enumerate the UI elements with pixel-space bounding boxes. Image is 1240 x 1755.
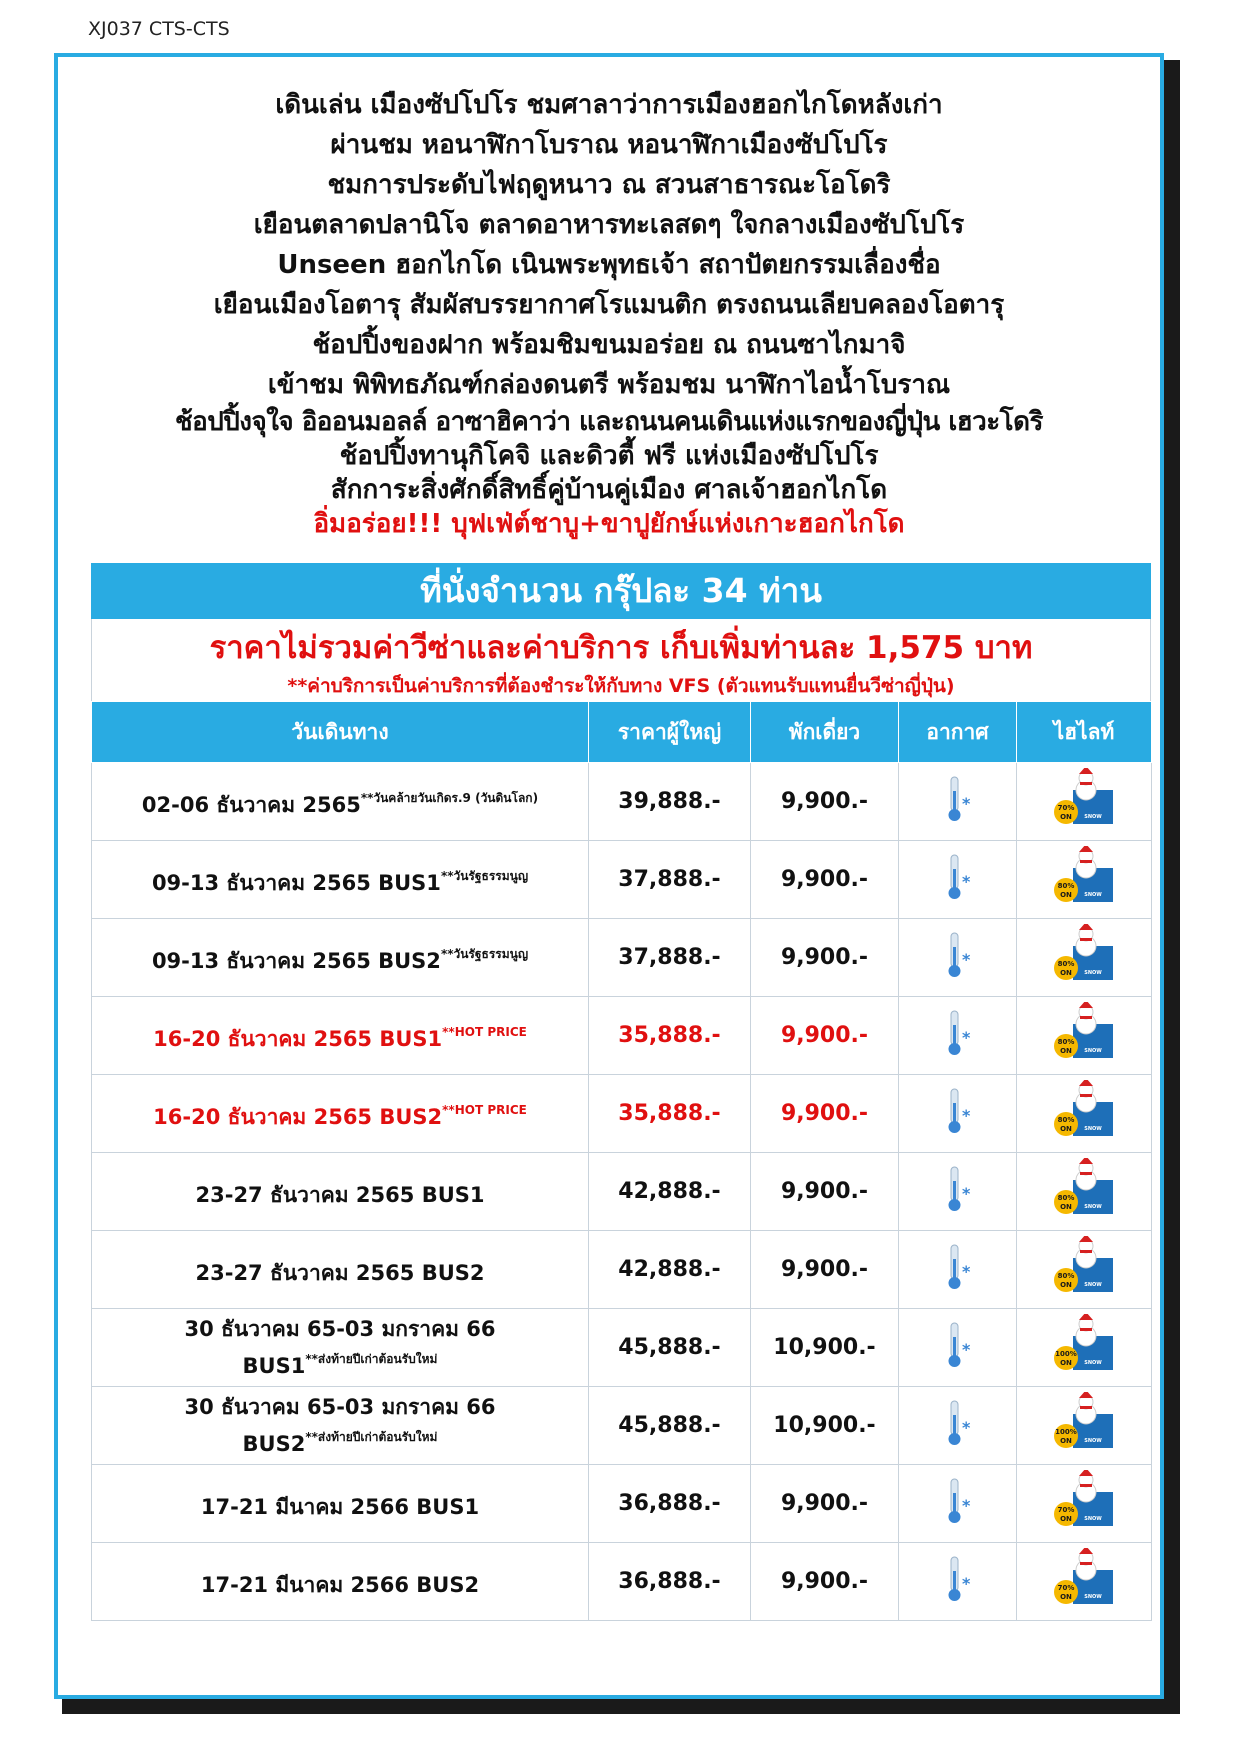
cell-date — [92, 1231, 589, 1309]
badge-snow: SNOW — [1084, 1281, 1102, 1288]
cell-date — [92, 841, 589, 919]
snow-badge-icon — [1053, 846, 1115, 908]
thermometer-cold-icon — [941, 775, 975, 823]
cell-highlight — [1017, 919, 1152, 997]
cell-adult-price: 37,888.- — [589, 841, 751, 919]
cell-highlight — [1017, 1153, 1152, 1231]
document-code: XJ037 CTS-CTS — [88, 18, 230, 40]
cell-single-supplement: 9,900.- — [751, 997, 899, 1075]
highlight-line: สักการะสิ่งศักดิ์สิทธิ์คู่บ้านคู่เมือง ศาลเจ้าฮอกไกโด — [330, 475, 888, 505]
date-text: 23-27 ธันวาคม 2565 BUS2 — [195, 1261, 485, 1285]
snow-percent: 70% — [1057, 803, 1075, 812]
snow-badge-icon — [1053, 1314, 1115, 1376]
date-note: **วันรัฐธรรมนูญ — [440, 869, 529, 883]
snow-badge-icon — [1053, 1158, 1115, 1220]
col-header-date: วันเดินทาง — [92, 702, 589, 763]
svg-text:*: * — [961, 1573, 970, 1593]
highlight-line: ชมการประดับไฟฤดูหนาว ณ สวนสาธารณะโอโดริ — [327, 170, 891, 200]
cell-weather — [899, 919, 1017, 997]
date-note: **วันคล้ายวันเกิดร.9 (วันดินโลก) — [360, 791, 539, 805]
brochure-frame — [54, 53, 1164, 1699]
cell-adult-price: 36,888.- — [589, 1543, 751, 1621]
cell-single-supplement: 10,900.- — [751, 1309, 899, 1387]
snow-percent: 70% — [1057, 1505, 1075, 1514]
svg-text:*: * — [961, 949, 970, 969]
cell-single-supplement: 9,900.- — [751, 1231, 899, 1309]
highlight-line: เยือนเมืองโอตารุ สัมผัสบรรยากาศโรแมนติก ตรงถนนเลียบคลองโอตารุ — [213, 290, 1005, 320]
badge-snow: SNOW — [1084, 1515, 1102, 1522]
badge-snow: SNOW — [1084, 813, 1102, 820]
date-note: **วันรัฐธรรมนูญ — [440, 947, 529, 961]
visa-notice — [91, 619, 1151, 701]
col-header-single: พักเดี่ยว — [751, 702, 899, 763]
snow-percent: 80% — [1057, 881, 1075, 890]
cell-single-supplement: 9,900.- — [751, 1543, 899, 1621]
date-note: **HOT PRICE — [442, 1103, 527, 1117]
date-text: 02-06 ธันวาคม 2565 — [141, 793, 361, 817]
visa-subnote: **ค่าบริการเป็นค่าบริการที่ต้องชำระให้กับทาง VFS (ตัวแทนรับแทนยื่นวีซ่าญี่ปุ่น) — [287, 675, 955, 697]
badge-on: ON — [1060, 890, 1072, 899]
thermometer-cold-icon — [941, 1399, 975, 1447]
thermometer-cold-icon — [941, 1009, 975, 1057]
thermometer-cold-icon — [941, 1555, 975, 1603]
col-header-weather: อากาศ — [899, 702, 1017, 763]
badge-snow: SNOW — [1084, 1437, 1102, 1444]
cell-single-supplement: 9,900.- — [751, 1153, 899, 1231]
badge-on: ON — [1060, 1514, 1072, 1523]
svg-text:*: * — [961, 1495, 970, 1515]
cell-adult-price: 42,888.- — [589, 1153, 751, 1231]
svg-text:*: * — [961, 1105, 970, 1125]
cell-single-supplement: 10,900.- — [751, 1387, 899, 1465]
cell-single-supplement: 9,900.- — [751, 919, 899, 997]
snow-percent: 80% — [1057, 1037, 1075, 1046]
cell-weather — [899, 1075, 1017, 1153]
table-row — [92, 1309, 1152, 1387]
badge-snow: SNOW — [1084, 1359, 1102, 1366]
date-text: 17-21 มีนาคม 2566 BUS1 — [200, 1495, 480, 1519]
highlight-line: ผ่านชม หอนาฬิกาโบราณ หอนาฬิกาเมืองซัปโปโร — [330, 130, 888, 160]
cell-adult-price: 45,888.- — [589, 1309, 751, 1387]
cell-highlight — [1017, 1231, 1152, 1309]
thermometer-cold-icon — [941, 1165, 975, 1213]
col-header-highlight: ไฮไลท์ — [1017, 702, 1152, 763]
highlight-line: Unseen ฮอกไกโด เนินพระพุทธเจ้า สถาปัตยกรรมเลื่องชื่อ — [277, 250, 941, 280]
svg-text:*: * — [961, 1261, 970, 1281]
badge-snow: SNOW — [1084, 1203, 1102, 1210]
badge-on: ON — [1060, 1046, 1072, 1055]
snow-percent: 70% — [1057, 1583, 1075, 1592]
date-text: 30 ธันวาคม 65-03 มกราคม 66 — [184, 1395, 496, 1419]
cell-single-supplement: 9,900.- — [751, 763, 899, 841]
snow-badge-icon — [1053, 1080, 1115, 1142]
table-row — [92, 1153, 1152, 1231]
svg-text:*: * — [961, 793, 970, 813]
cell-date — [92, 763, 589, 841]
date-note: **ส่งท้ายปีเก่าต้อนรับใหม่ — [305, 1352, 438, 1366]
cell-date — [92, 1075, 589, 1153]
table-row — [92, 763, 1152, 841]
snow-badge-icon — [1053, 1236, 1115, 1298]
visa-notice-text: ราคาไม่รวมค่าวีซ่าและค่าบริการ เก็บเพิ่มท่านละ 1,575 บาท — [209, 630, 1033, 666]
cell-weather — [899, 1543, 1017, 1621]
table-row — [92, 919, 1152, 997]
thermometer-cold-icon — [941, 1321, 975, 1369]
badge-snow: SNOW — [1084, 1125, 1102, 1132]
date-text: 09-13 ธันวาคม 2565 BUS2 — [151, 949, 441, 973]
thermometer-cold-icon — [941, 1087, 975, 1135]
badge-on: ON — [1060, 1358, 1072, 1367]
snow-percent: 100% — [1055, 1349, 1077, 1358]
cell-single-supplement: 9,900.- — [751, 1075, 899, 1153]
cell-single-supplement: 9,900.- — [751, 1465, 899, 1543]
badge-on: ON — [1060, 1202, 1072, 1211]
cell-adult-price: 37,888.- — [589, 919, 751, 997]
cell-highlight — [1017, 1387, 1152, 1465]
cell-adult-price: 35,888.- — [589, 1075, 751, 1153]
snow-percent: 100% — [1055, 1427, 1077, 1436]
badge-on: ON — [1060, 1436, 1072, 1445]
date-note: **HOT PRICE — [442, 1025, 527, 1039]
badge-on: ON — [1060, 968, 1072, 977]
snow-badge-icon — [1053, 1002, 1115, 1064]
cell-date — [92, 1309, 589, 1387]
badge-on: ON — [1060, 1592, 1072, 1601]
cell-adult-price: 42,888.- — [589, 1231, 751, 1309]
svg-text:*: * — [961, 1027, 970, 1047]
badge-on: ON — [1060, 1280, 1072, 1289]
thermometer-cold-icon — [941, 1243, 975, 1291]
date-text: 16-20 ธันวาคม 2565 BUS2 — [153, 1105, 443, 1129]
thermometer-cold-icon — [941, 931, 975, 979]
table-body — [92, 763, 1152, 1621]
cell-weather — [899, 997, 1017, 1075]
cell-highlight — [1017, 841, 1152, 919]
col-header-adult-price: ราคาผู้ใหญ่ — [589, 702, 751, 763]
svg-text:*: * — [961, 1417, 970, 1437]
badge-on: ON — [1060, 1124, 1072, 1133]
cell-weather — [899, 1465, 1017, 1543]
badge-snow: SNOW — [1084, 1047, 1102, 1054]
cell-adult-price: 35,888.- — [589, 997, 751, 1075]
snow-percent: 80% — [1057, 1193, 1075, 1202]
table-row — [92, 1543, 1152, 1621]
highlight-line: ช้อปปิ้งจุใจ อิออนมอลล์ อาซาฮิคาว่า และถนนคนเดินแห่งแรกของญี่ปุ่น เฮวะโดริ — [175, 407, 1043, 437]
cell-highlight — [1017, 763, 1152, 841]
snow-percent: 80% — [1057, 1271, 1075, 1280]
tour-highlights — [58, 85, 1160, 541]
cell-highlight — [1017, 997, 1152, 1075]
cell-weather — [899, 1309, 1017, 1387]
cell-date — [92, 919, 589, 997]
snow-badge-icon — [1053, 1392, 1115, 1454]
cell-highlight — [1017, 1075, 1152, 1153]
cell-single-supplement: 9,900.- — [751, 841, 899, 919]
cell-highlight — [1017, 1309, 1152, 1387]
cell-date — [92, 1153, 589, 1231]
cell-adult-price: 36,888.- — [589, 1465, 751, 1543]
badge-snow: SNOW — [1084, 969, 1102, 976]
cell-weather — [899, 1387, 1017, 1465]
svg-text:*: * — [961, 1339, 970, 1359]
cell-date — [92, 1543, 589, 1621]
badge-snow: SNOW — [1084, 1593, 1102, 1600]
cell-weather — [899, 841, 1017, 919]
cell-weather — [899, 1231, 1017, 1309]
cell-date — [92, 997, 589, 1075]
highlight-line: เข้าชม พิพิทธภัณฑ์กล่องดนตรี พร้อมชม นาฬิกาไอน้ำโบราณ — [267, 370, 951, 400]
table-row — [92, 1465, 1152, 1543]
highlight-line: เดินเล่น เมืองซัปโปโร ชมศาลาว่าการเมืองฮอกไกโดหลังเก่า — [275, 90, 943, 120]
date-text: 09-13 ธันวาคม 2565 BUS1 — [151, 871, 441, 895]
table-header-row — [92, 702, 1152, 763]
cell-date — [92, 1387, 589, 1465]
date-text: 17-21 มีนาคม 2566 BUS2 — [200, 1573, 480, 1597]
snow-badge-icon — [1053, 1548, 1115, 1610]
thermometer-cold-icon — [941, 853, 975, 901]
highlight-line: ช้อปปิ้งของฝาก พร้อมชิมขนมอร่อย ณ ถนนซาไกมาจิ — [312, 330, 906, 360]
date-text-bus: BUS2 — [242, 1432, 306, 1456]
table-row — [92, 1075, 1152, 1153]
highlight-line: ช้อปปิ้งทานุกิโคจิ และดิวตี้ ฟรี แห่งเมืองซัปโปโร — [339, 441, 879, 471]
thermometer-cold-icon — [941, 1477, 975, 1525]
date-text: 16-20 ธันวาคม 2565 BUS1 — [153, 1027, 443, 1051]
snow-percent: 80% — [1057, 1115, 1075, 1124]
cell-highlight — [1017, 1543, 1152, 1621]
table-row — [92, 1387, 1152, 1465]
snow-badge-icon — [1053, 768, 1115, 830]
date-note: **ส่งท้ายปีเก่าต้อนรับใหม่ — [305, 1430, 438, 1444]
table-row — [92, 997, 1152, 1075]
badge-on: ON — [1060, 812, 1072, 821]
snow-badge-icon — [1053, 1470, 1115, 1532]
badge-snow: SNOW — [1084, 891, 1102, 898]
svg-text:*: * — [961, 1183, 970, 1203]
highlight-buffet: อิ่มอร่อย!!! บุฟเฟ่ต์ชาบู+ขาปูยักษ์แห่งเกาะฮอกไกโด — [313, 509, 905, 539]
svg-text:*: * — [961, 871, 970, 891]
table-row — [92, 841, 1152, 919]
cell-highlight — [1017, 1465, 1152, 1543]
price-table — [91, 701, 1152, 1621]
cell-adult-price: 39,888.- — [589, 763, 751, 841]
table-row — [92, 1231, 1152, 1309]
cell-adult-price: 45,888.- — [589, 1387, 751, 1465]
highlight-line: เยือนตลาดปลานิโจ ตลาดอาหารทะเลสดๆ ใจกลางเมืองซัปโปโร — [253, 210, 965, 240]
snow-badge-icon — [1053, 924, 1115, 986]
cell-weather — [899, 763, 1017, 841]
snow-percent: 80% — [1057, 959, 1075, 968]
date-text-bus: BUS1 — [242, 1354, 306, 1378]
departure-table — [91, 563, 1151, 1621]
seats-banner: ที่นั่งจำนวน กรุ๊ปละ 34 ท่าน — [91, 563, 1151, 619]
date-text: 23-27 ธันวาคม 2565 BUS1 — [195, 1183, 485, 1207]
date-text: 30 ธันวาคม 65-03 มกราคม 66 — [184, 1317, 496, 1341]
cell-weather — [899, 1153, 1017, 1231]
cell-date — [92, 1465, 589, 1543]
